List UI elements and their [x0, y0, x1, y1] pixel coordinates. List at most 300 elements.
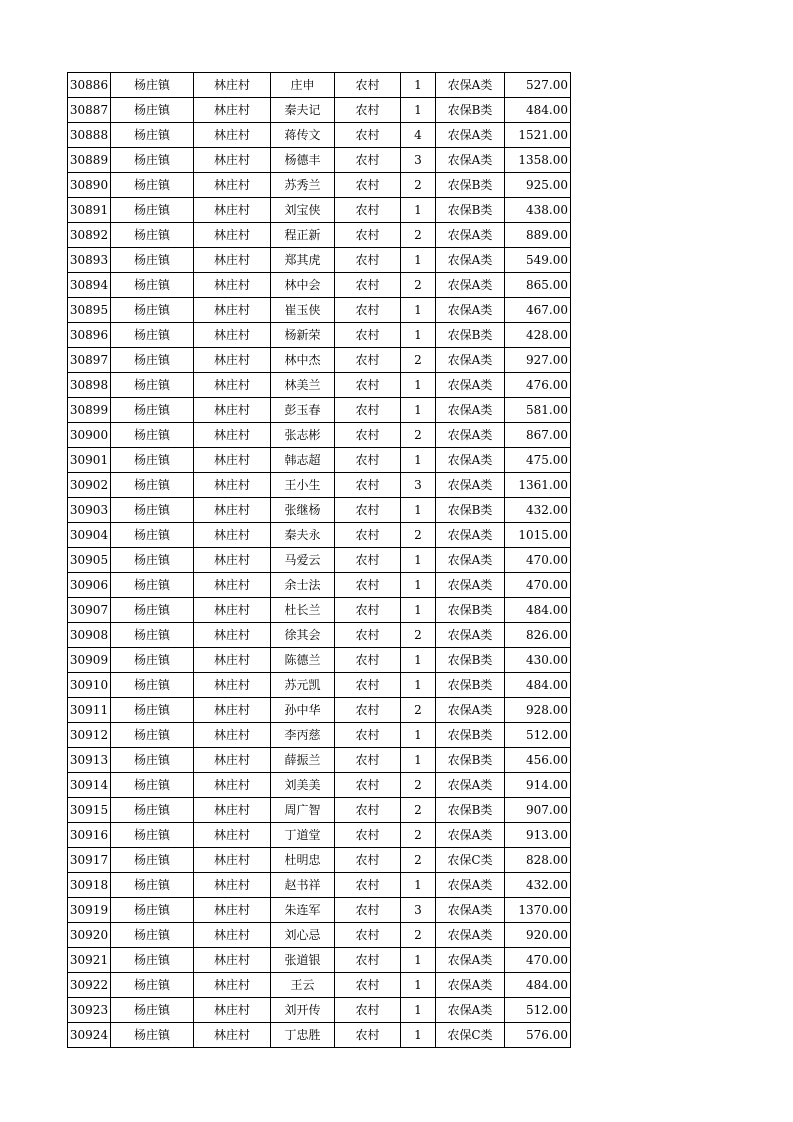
record-id-cell: 30916: [68, 823, 111, 848]
household-count-cell: 1: [401, 723, 436, 748]
area-type-cell: 农村: [335, 348, 401, 373]
record-id-cell: 30920: [68, 923, 111, 948]
category-cell: 农保A类: [436, 423, 505, 448]
record-id-cell: 30924: [68, 1023, 111, 1048]
table-row: [68, 248, 571, 273]
amount-cell: 928.00: [505, 698, 571, 723]
amount-cell: 927.00: [505, 348, 571, 373]
record-id-cell: 30891: [68, 198, 111, 223]
category-cell: 农保C类: [436, 1023, 505, 1048]
table-row: [68, 98, 571, 123]
table-row: [68, 73, 571, 98]
town-cell: 杨庄镇: [111, 398, 194, 423]
category-cell: 农保A类: [436, 523, 505, 548]
table-row: [68, 773, 571, 798]
area-type-cell: 农村: [335, 148, 401, 173]
record-id-cell: 30922: [68, 973, 111, 998]
name-cell: 韩志超: [271, 448, 335, 473]
table-row: [68, 923, 571, 948]
amount-cell: 826.00: [505, 623, 571, 648]
area-type-cell: 农村: [335, 923, 401, 948]
area-type-cell: 农村: [335, 173, 401, 198]
table-row: [68, 748, 571, 773]
area-type-cell: 农村: [335, 523, 401, 548]
household-count-cell: 1: [401, 873, 436, 898]
record-id-cell: 30915: [68, 798, 111, 823]
record-id-cell: 30909: [68, 648, 111, 673]
name-cell: 杜明忠: [271, 848, 335, 873]
household-count-cell: 2: [401, 523, 436, 548]
name-cell: 杨新荣: [271, 323, 335, 348]
household-count-cell: 1: [401, 248, 436, 273]
name-cell: 张志彬: [271, 423, 335, 448]
name-cell: 杜长兰: [271, 598, 335, 623]
town-cell: 杨庄镇: [111, 498, 194, 523]
category-cell: 农保A类: [436, 123, 505, 148]
table-row: [68, 548, 571, 573]
household-count-cell: 2: [401, 798, 436, 823]
name-cell: 朱连军: [271, 898, 335, 923]
area-type-cell: 农村: [335, 548, 401, 573]
village-cell: 林庄村: [194, 648, 271, 673]
area-type-cell: 农村: [335, 973, 401, 998]
amount-cell: 925.00: [505, 173, 571, 198]
category-cell: 农保A类: [436, 548, 505, 573]
village-cell: 林庄村: [194, 423, 271, 448]
record-id-cell: 30918: [68, 873, 111, 898]
village-cell: 林庄村: [194, 98, 271, 123]
household-count-cell: 3: [401, 473, 436, 498]
amount-cell: 867.00: [505, 423, 571, 448]
name-cell: 周广智: [271, 798, 335, 823]
household-count-cell: 1: [401, 598, 436, 623]
area-type-cell: 农村: [335, 698, 401, 723]
household-count-cell: 1: [401, 498, 436, 523]
area-type-cell: 农村: [335, 748, 401, 773]
category-cell: 农保B类: [436, 748, 505, 773]
town-cell: 杨庄镇: [111, 598, 194, 623]
town-cell: 杨庄镇: [111, 1023, 194, 1048]
category-cell: 农保B类: [436, 598, 505, 623]
category-cell: 农保B类: [436, 648, 505, 673]
table-row: [68, 723, 571, 748]
town-cell: 杨庄镇: [111, 323, 194, 348]
name-cell: 张道银: [271, 948, 335, 973]
amount-cell: 484.00: [505, 598, 571, 623]
name-cell: 孙中华: [271, 698, 335, 723]
area-type-cell: 农村: [335, 598, 401, 623]
amount-cell: 907.00: [505, 798, 571, 823]
record-id-cell: 30906: [68, 573, 111, 598]
area-type-cell: 农村: [335, 423, 401, 448]
amount-cell: 1361.00: [505, 473, 571, 498]
area-type-cell: 农村: [335, 273, 401, 298]
record-id-cell: 30911: [68, 698, 111, 723]
table-row: [68, 398, 571, 423]
category-cell: 农保B类: [436, 198, 505, 223]
household-count-cell: 2: [401, 273, 436, 298]
category-cell: 农保A类: [436, 898, 505, 923]
record-id-cell: 30901: [68, 448, 111, 473]
town-cell: 杨庄镇: [111, 623, 194, 648]
town-cell: 杨庄镇: [111, 73, 194, 98]
town-cell: 杨庄镇: [111, 773, 194, 798]
amount-cell: 1370.00: [505, 898, 571, 923]
household-count-cell: 1: [401, 98, 436, 123]
amount-cell: 865.00: [505, 273, 571, 298]
village-cell: 林庄村: [194, 823, 271, 848]
town-cell: 杨庄镇: [111, 523, 194, 548]
town-cell: 杨庄镇: [111, 798, 194, 823]
household-count-cell: 4: [401, 123, 436, 148]
village-cell: 林庄村: [194, 1023, 271, 1048]
table-row: [68, 223, 571, 248]
area-type-cell: 农村: [335, 823, 401, 848]
town-cell: 杨庄镇: [111, 973, 194, 998]
amount-cell: 512.00: [505, 723, 571, 748]
area-type-cell: 农村: [335, 398, 401, 423]
table-row: [68, 448, 571, 473]
household-count-cell: 3: [401, 898, 436, 923]
village-cell: 林庄村: [194, 398, 271, 423]
table-row: [68, 698, 571, 723]
table-row: [68, 173, 571, 198]
amount-cell: 1015.00: [505, 523, 571, 548]
category-cell: 农保A类: [436, 823, 505, 848]
household-count-cell: 1: [401, 323, 436, 348]
town-cell: 杨庄镇: [111, 123, 194, 148]
category-cell: 农保A类: [436, 973, 505, 998]
category-cell: 农保A类: [436, 248, 505, 273]
name-cell: 薛振兰: [271, 748, 335, 773]
record-id-cell: 30894: [68, 273, 111, 298]
area-type-cell: 农村: [335, 473, 401, 498]
town-cell: 杨庄镇: [111, 548, 194, 573]
category-cell: 农保A类: [436, 373, 505, 398]
village-cell: 林庄村: [194, 623, 271, 648]
area-type-cell: 农村: [335, 98, 401, 123]
name-cell: 苏秀兰: [271, 173, 335, 198]
name-cell: 秦夫永: [271, 523, 335, 548]
category-cell: 农保C类: [436, 848, 505, 873]
area-type-cell: 农村: [335, 73, 401, 98]
town-cell: 杨庄镇: [111, 248, 194, 273]
household-count-cell: 2: [401, 773, 436, 798]
town-cell: 杨庄镇: [111, 823, 194, 848]
table-row: [68, 623, 571, 648]
area-type-cell: 农村: [335, 123, 401, 148]
category-cell: 农保A类: [436, 998, 505, 1023]
village-cell: 林庄村: [194, 948, 271, 973]
name-cell: 陈德兰: [271, 648, 335, 673]
category-cell: 农保B类: [436, 98, 505, 123]
area-type-cell: 农村: [335, 948, 401, 973]
record-id-cell: 30898: [68, 373, 111, 398]
town-cell: 杨庄镇: [111, 348, 194, 373]
village-cell: 林庄村: [194, 498, 271, 523]
record-id-cell: 30903: [68, 498, 111, 523]
name-cell: 余士法: [271, 573, 335, 598]
area-type-cell: 农村: [335, 248, 401, 273]
area-type-cell: 农村: [335, 848, 401, 873]
category-cell: 农保A类: [436, 398, 505, 423]
village-cell: 林庄村: [194, 448, 271, 473]
village-cell: 林庄村: [194, 698, 271, 723]
town-cell: 杨庄镇: [111, 148, 194, 173]
table-row: [68, 273, 571, 298]
amount-cell: 470.00: [505, 548, 571, 573]
table-row: [68, 948, 571, 973]
town-cell: 杨庄镇: [111, 98, 194, 123]
village-cell: 林庄村: [194, 573, 271, 598]
household-count-cell: 1: [401, 448, 436, 473]
category-cell: 农保A类: [436, 698, 505, 723]
village-cell: 林庄村: [194, 898, 271, 923]
area-type-cell: 农村: [335, 298, 401, 323]
area-type-cell: 农村: [335, 798, 401, 823]
village-cell: 林庄村: [194, 998, 271, 1023]
record-id-cell: 30902: [68, 473, 111, 498]
amount-cell: 484.00: [505, 973, 571, 998]
record-id-cell: 30897: [68, 348, 111, 373]
household-count-cell: 1: [401, 648, 436, 673]
category-cell: 农保B类: [436, 173, 505, 198]
amount-cell: 914.00: [505, 773, 571, 798]
table-row: [68, 598, 571, 623]
area-type-cell: 农村: [335, 673, 401, 698]
table-row: [68, 998, 571, 1023]
household-count-cell: 1: [401, 1023, 436, 1048]
record-id-cell: 30923: [68, 998, 111, 1023]
record-id-cell: 30892: [68, 223, 111, 248]
record-id-cell: 30900: [68, 423, 111, 448]
village-cell: 林庄村: [194, 173, 271, 198]
category-cell: 农保A类: [436, 348, 505, 373]
household-count-cell: 1: [401, 673, 436, 698]
village-cell: 林庄村: [194, 298, 271, 323]
village-cell: 林庄村: [194, 198, 271, 223]
category-cell: 农保B类: [436, 323, 505, 348]
town-cell: 杨庄镇: [111, 473, 194, 498]
category-cell: 农保B类: [436, 673, 505, 698]
record-id-cell: 30917: [68, 848, 111, 873]
town-cell: 杨庄镇: [111, 273, 194, 298]
town-cell: 杨庄镇: [111, 223, 194, 248]
name-cell: 丁道堂: [271, 823, 335, 848]
village-cell: 林庄村: [194, 773, 271, 798]
area-type-cell: 农村: [335, 648, 401, 673]
village-cell: 林庄村: [194, 123, 271, 148]
town-cell: 杨庄镇: [111, 848, 194, 873]
village-cell: 林庄村: [194, 73, 271, 98]
amount-cell: 581.00: [505, 398, 571, 423]
area-type-cell: 农村: [335, 323, 401, 348]
record-id-cell: 30896: [68, 323, 111, 348]
table-row: [68, 523, 571, 548]
town-cell: 杨庄镇: [111, 198, 194, 223]
village-cell: 林庄村: [194, 748, 271, 773]
table-row: [68, 198, 571, 223]
table-row: [68, 373, 571, 398]
area-type-cell: 农村: [335, 873, 401, 898]
name-cell: 张继杨: [271, 498, 335, 523]
name-cell: 程正新: [271, 223, 335, 248]
name-cell: 李丙慈: [271, 723, 335, 748]
household-count-cell: 1: [401, 198, 436, 223]
record-id-cell: 30893: [68, 248, 111, 273]
village-cell: 林庄村: [194, 723, 271, 748]
amount-cell: 549.00: [505, 248, 571, 273]
name-cell: 林中会: [271, 273, 335, 298]
name-cell: 徐其会: [271, 623, 335, 648]
town-cell: 杨庄镇: [111, 948, 194, 973]
amount-cell: 913.00: [505, 823, 571, 848]
category-cell: 农保A类: [436, 223, 505, 248]
category-cell: 农保A类: [436, 873, 505, 898]
name-cell: 王小生: [271, 473, 335, 498]
table-row: [68, 973, 571, 998]
category-cell: 农保A类: [436, 573, 505, 598]
record-id-cell: 30921: [68, 948, 111, 973]
area-type-cell: 农村: [335, 1023, 401, 1048]
household-count-cell: 1: [401, 73, 436, 98]
village-cell: 林庄村: [194, 248, 271, 273]
village-cell: 林庄村: [194, 348, 271, 373]
village-cell: 林庄村: [194, 548, 271, 573]
town-cell: 杨庄镇: [111, 573, 194, 598]
table-row: [68, 848, 571, 873]
household-count-cell: 2: [401, 848, 436, 873]
record-id-cell: 30914: [68, 773, 111, 798]
record-id-cell: 30907: [68, 598, 111, 623]
amount-cell: 438.00: [505, 198, 571, 223]
table-row: [68, 348, 571, 373]
name-cell: 马爱云: [271, 548, 335, 573]
household-count-cell: 2: [401, 698, 436, 723]
household-count-cell: 3: [401, 148, 436, 173]
category-cell: 农保A类: [436, 948, 505, 973]
record-id-cell: 30886: [68, 73, 111, 98]
record-id-cell: 30890: [68, 173, 111, 198]
village-cell: 林庄村: [194, 473, 271, 498]
area-type-cell: 农村: [335, 498, 401, 523]
household-count-cell: 2: [401, 823, 436, 848]
amount-cell: 576.00: [505, 1023, 571, 1048]
table-row: [68, 423, 571, 448]
village-cell: 林庄村: [194, 848, 271, 873]
record-id-cell: 30908: [68, 623, 111, 648]
record-id-cell: 30887: [68, 98, 111, 123]
records-table-body: [68, 73, 571, 1048]
household-count-cell: 2: [401, 223, 436, 248]
area-type-cell: 农村: [335, 198, 401, 223]
town-cell: 杨庄镇: [111, 648, 194, 673]
area-type-cell: 农村: [335, 773, 401, 798]
village-cell: 林庄村: [194, 148, 271, 173]
town-cell: 杨庄镇: [111, 873, 194, 898]
table-row: [68, 123, 571, 148]
area-type-cell: 农村: [335, 448, 401, 473]
town-cell: 杨庄镇: [111, 923, 194, 948]
name-cell: 杨德丰: [271, 148, 335, 173]
category-cell: 农保A类: [436, 473, 505, 498]
area-type-cell: 农村: [335, 373, 401, 398]
category-cell: 农保A类: [436, 148, 505, 173]
table-row: [68, 798, 571, 823]
area-type-cell: 农村: [335, 623, 401, 648]
amount-cell: 475.00: [505, 448, 571, 473]
name-cell: 赵书祥: [271, 873, 335, 898]
category-cell: 农保A类: [436, 298, 505, 323]
name-cell: 庄申: [271, 73, 335, 98]
table-row: [68, 473, 571, 498]
category-cell: 农保A类: [436, 448, 505, 473]
amount-cell: 889.00: [505, 223, 571, 248]
record-id-cell: 30895: [68, 298, 111, 323]
amount-cell: 1521.00: [505, 123, 571, 148]
record-id-cell: 30919: [68, 898, 111, 923]
name-cell: 崔玉侠: [271, 298, 335, 323]
name-cell: 刘心忌: [271, 923, 335, 948]
category-cell: 农保B类: [436, 723, 505, 748]
household-count-cell: 1: [401, 298, 436, 323]
household-count-cell: 1: [401, 548, 436, 573]
household-count-cell: 2: [401, 348, 436, 373]
village-cell: 林庄村: [194, 673, 271, 698]
category-cell: 农保B类: [436, 498, 505, 523]
area-type-cell: 农村: [335, 898, 401, 923]
name-cell: 丁忠胜: [271, 1023, 335, 1048]
category-cell: 农保A类: [436, 923, 505, 948]
name-cell: 刘美美: [271, 773, 335, 798]
amount-cell: 470.00: [505, 948, 571, 973]
town-cell: 杨庄镇: [111, 998, 194, 1023]
area-type-cell: 农村: [335, 998, 401, 1023]
household-count-cell: 2: [401, 173, 436, 198]
name-cell: 林中杰: [271, 348, 335, 373]
category-cell: 农保A类: [436, 623, 505, 648]
village-cell: 林庄村: [194, 973, 271, 998]
town-cell: 杨庄镇: [111, 698, 194, 723]
village-cell: 林庄村: [194, 873, 271, 898]
village-cell: 林庄村: [194, 598, 271, 623]
household-count-cell: 1: [401, 373, 436, 398]
household-count-cell: 1: [401, 998, 436, 1023]
table-row: [68, 323, 571, 348]
area-type-cell: 农村: [335, 573, 401, 598]
amount-cell: 512.00: [505, 998, 571, 1023]
table-row: [68, 573, 571, 598]
household-count-cell: 1: [401, 398, 436, 423]
records-table: [67, 72, 571, 1048]
amount-cell: 432.00: [505, 498, 571, 523]
town-cell: 杨庄镇: [111, 448, 194, 473]
name-cell: 苏元凯: [271, 673, 335, 698]
category-cell: 农保A类: [436, 273, 505, 298]
record-id-cell: 30899: [68, 398, 111, 423]
table-row: [68, 873, 571, 898]
town-cell: 杨庄镇: [111, 298, 194, 323]
name-cell: 王云: [271, 973, 335, 998]
record-id-cell: 30913: [68, 748, 111, 773]
amount-cell: 430.00: [505, 648, 571, 673]
record-id-cell: 30888: [68, 123, 111, 148]
name-cell: 蒋传文: [271, 123, 335, 148]
amount-cell: 828.00: [505, 848, 571, 873]
amount-cell: 484.00: [505, 673, 571, 698]
household-count-cell: 1: [401, 573, 436, 598]
household-count-cell: 1: [401, 748, 436, 773]
